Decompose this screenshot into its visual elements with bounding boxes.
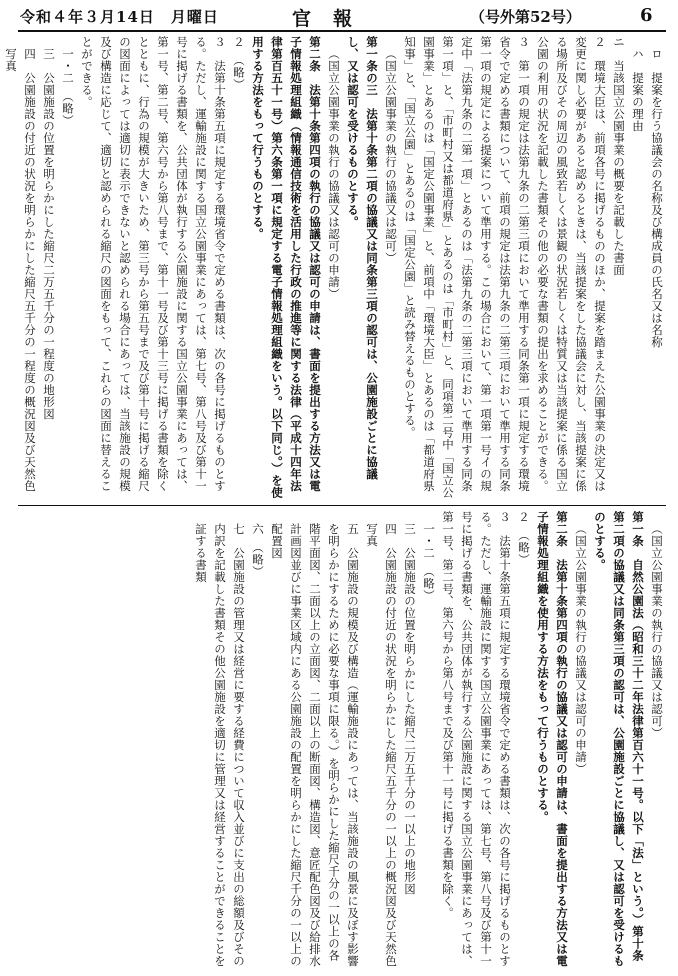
page-number: 6 [640, 5, 653, 26]
paragraph: ニ 当該国立公園事業の概要を記載した書面 [612, 36, 626, 276]
list-item: 三 公園施設の位置を明らかにした縮尺二万五千分の一以上の地形図 [403, 523, 417, 895]
paragraph: ハ 提案の理由 [631, 48, 645, 132]
list-item [0, 36, 1, 500]
article-caption: （国立公園事業の執行の協議又は認可） [650, 523, 664, 739]
issue-number: （号外第52号） [470, 8, 581, 26]
article-caption: （国立公園事業の執行の協議又は認可の申請） [574, 523, 588, 775]
paragraph: ２ （略） [232, 36, 246, 91]
list-item: 六 （略） [251, 523, 265, 578]
paragraph: ２ （略） [517, 511, 531, 566]
issue-date: 令和４年３月14日 月曜日 [20, 8, 219, 26]
list-item: 一・二 （略） [422, 523, 436, 602]
paragraph: ３ 法第十条第五項に規定する環境省令で定める書類は、次の各号に掲げるものとする。ただし、運輸施設に関する国立公園事業にあっては、第七号、第八号及び第十一号に掲げる書類を、公共団体が執行する公園施設に関する国立公園事業にあっては、第一号、第二号、第六号から第八号まで、第十一号及び第十三号に掲げる書類を除くとともに、行為の規模が大きいため、第三号から第五号まで及び第十号に掲げる縮尺の図面によっては適切に表示できないと認められる場合にあっては、当該施設の規模及び構造に応じて、適切と認められる縮尺の図面をもって、これらの図面に替えることができる。 [80, 36, 227, 492]
list-item: 三 公園施設の位置を明らかにした縮尺二万五千分の一程度の地形図 [42, 48, 56, 420]
list-item: 一・二 （略） [61, 48, 75, 127]
top-text-column [0, 36, 666, 500]
paragraph: ３ 第一項の規定は法第九条の二第三項において準用する同条第一項に規定する環境省令で定める書類について、前項の規定は法第九条の二第三項において準用する同条第一項の規定による提案について準用する。この場合において、第一項第一号イの規定中「法第九条の二第一項」とあるのは「法第九条の二第三項において準用する同条第一項」と、「市町村又は都道府県」とあるのは「市町村」と、同項第二号中「国立公園事業」とあるのは「国定公園事業」と、前項中「環境大臣」とあるのは「都道府県知事」と、「国立公園」とあるのは「国定公園」と読み替えるものとする。 [403, 36, 531, 499]
gazette-title: 官報 [292, 8, 375, 30]
list-item: 四 公園施設の付近の状況を明らかにした縮尺五千分の一程度の概況図及び天然色写真 [4, 48, 37, 492]
list-item: 四 公園施設の付近の状況を明らかにした縮尺五千分の一以上の概況図及び天然色写真 [365, 523, 398, 967]
top-section [4, 36, 666, 500]
page-header [0, 0, 678, 40]
article-caption: （国立公園事業の執行の協議又は認可の申請） [327, 48, 341, 300]
paragraph: ２ 環境大臣は、前項各号に掲げるもののほか、提案を踏まえた公園事業の決定又は変更に関し必要があると認めるときは、当該提案をした協議会に対し、当該提案に係る場所及びその周辺の風致若しくは景観の状況若しくは特質又は当該提案に係る国立公園の利用の状況を記載した書類その他の必要な書類の提出を求めることができる。 [536, 36, 607, 492]
article: 第一条の三 法第十条第二項の協議又は同条第三項の認可は、公園施設ごとに協議し、又は認可を受けるものとする。 [346, 36, 379, 480]
article-caption: （国立公園事業の執行の協議又は認可） [384, 48, 398, 264]
bottom-section [18, 511, 666, 969]
paragraph: ３ 法第十条第五項に規定する環境省令で定める書類は、次の各号に掲げるものとする。ただし、運輸施設に関する国立公園事業にあっては、第七号、第八号及び第十一号に掲げる書類を、公共団体が執行する公園施設に関する国立公園事業にあっては、第一号、第二号、第六号から第八号まで及び第十一号に掲げる書類を除く。 [441, 511, 512, 967]
article: 第二条 法第十条第四項の執行の協議又は認可の申請は、書面を提出する方法又は電子情報処理組織を使用する方法をもって行うものとする。 [536, 511, 569, 967]
bottom-text-column [191, 511, 666, 969]
list-item: 七 公園施設の管理又は経営に要する経費について収入並びに支出の総額及びその内訳を記載した書類その他公園施設を適切に管理又は経営することができることを証する書類 [194, 523, 246, 967]
section-divider [18, 505, 666, 506]
header-rule [18, 30, 666, 32]
paragraph: ロ 提案を行う協議会の名称及び構成員の氏名又は名称 [650, 48, 664, 348]
article: 第二条 法第十条第四項の執行の協議又は認可の申請は、書面を提出する方法又は電子情報処理組織（情報通信技術を活用した行政の推進等に関する法律（平成十四年法律第百五十一号）第六条第一項に規定する電子情報処理組織をいう。以下同じ。）を使用する方法をもって行うものとする。 [251, 36, 322, 499]
list-item: 五 公園施設の規模及び構造（運輸施設にあっては、当該施設の風景に及ぼす影響を明らかにするために必要な事項に限る。）を明らかにした縮尺千分の一以上の各階平面図、二面以上の立面図、二面以上の断面図、構造図、意匠配色図及び給排水計画図並びに事業区域内にある公園施設の配置を明らかにした縮尺千分の一以上の配置図 [270, 523, 360, 967]
article: 第一条 自然公園法（昭和三十二年法律第百六十一号。以下「法」という。）第十条第二項の協議又は同条第三項の認可は、公園施設ごとに協議し、又は認可を受けるものとする。 [593, 511, 645, 967]
